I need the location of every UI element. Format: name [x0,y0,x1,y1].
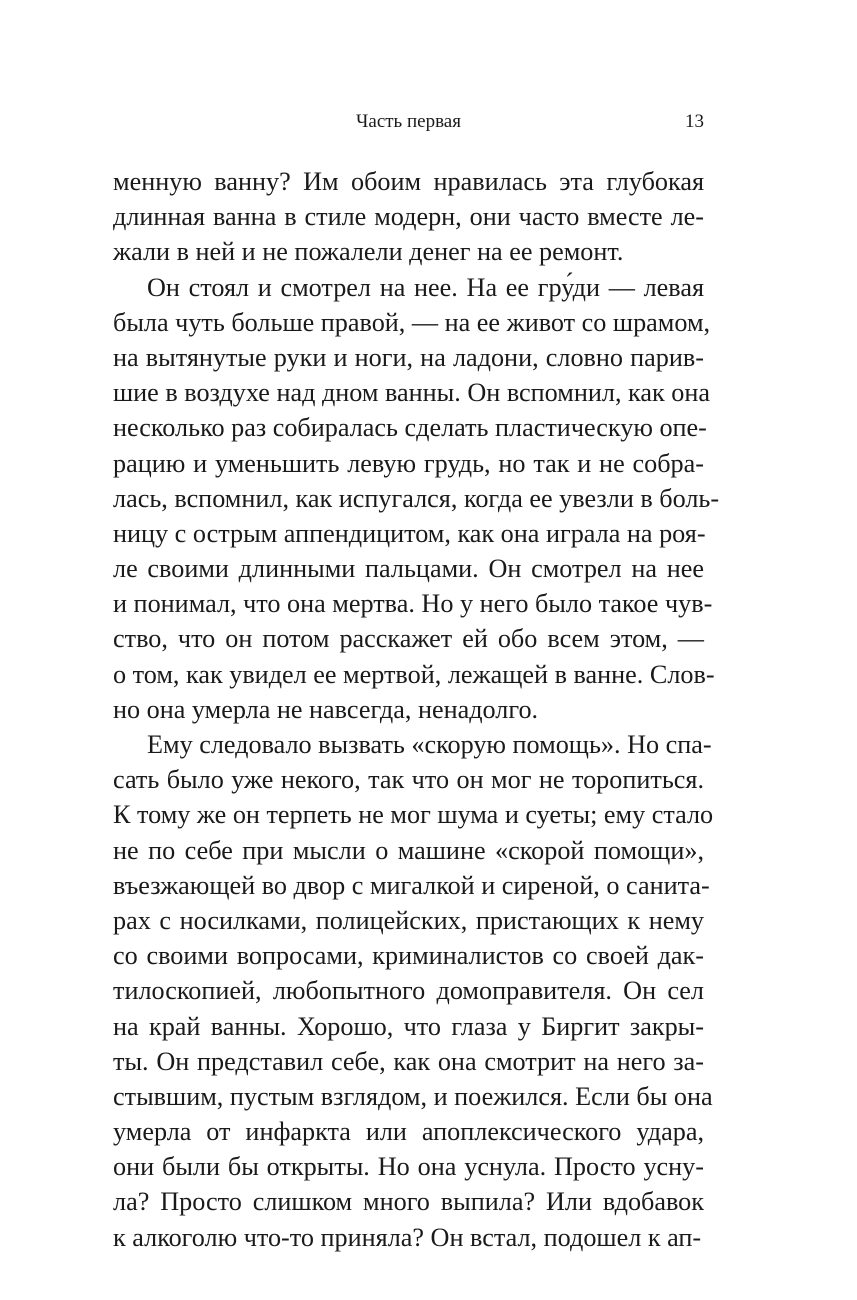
text-line: жали в ней и не пожалели денег на ее ремонт. [113,237,624,267]
text-line: со своими вопросами, криминалистов со своей дак- [113,941,704,971]
text-line: стывшим, пустым взглядом, и поежился. Если бы она [113,1081,713,1111]
text-line: была чуть больше правой, — на ее живот со шрамом, [113,307,711,337]
text-line: Он стоял и смотрел на нее. На ее гру́ди — левая [147,272,704,302]
text-line: шие в воздухе над дном ванны. Он вспомнил, как она [113,378,710,408]
text-line: длинная ванна в стиле модерн, они часто вместе ле- [113,202,704,232]
text-line: лась, вспомнил, как испугался, когда ее увезли в боль- [113,483,720,513]
paragraph [113,270,720,727]
text-line: тилоскопией, любопытного домоправителя. Он сел [113,976,704,1006]
text-line: К тому же он терпеть не мог шума и суеты; ему стало [113,800,714,830]
text-line: рацию и уменьшить левую грудь, но так и не собра- [113,448,704,478]
text-line: на вытянутые руки и ноги, на ладони, словно парив- [113,342,704,372]
text-line: ты. Он представил себе, как она смотрит на него за- [113,1046,704,1076]
body-text [113,164,720,1255]
text-line: ле своими длинными пальцами. Он смотрел на нее [113,554,704,584]
book-page [113,0,720,1300]
text-line: несколько раз собиралась сделать пластическую опе- [113,413,707,443]
running-head-title: Часть первая [356,111,461,132]
page-number: 13 [685,111,704,132]
text-line: сать было уже некого, так что он мог не торопиться. [113,765,704,795]
text-line: и понимал, что она мертва. Но у него было такое чув- [113,589,713,619]
text-line: к алкоголю что-то приняла? Он встал, подошел к ап- [113,1222,702,1252]
running-head [113,108,704,136]
text-line: Ему следовало вызвать «скорую помощь». Но спа- [147,730,712,759]
text-line: менную ванну? Им обоим нравилась эта глубокая [113,167,704,196]
text-line: умерла от инфаркта или апоплексического удара, [113,1117,704,1147]
paragraph [113,727,714,1255]
text-line: но она умерла не навсегда, ненадолго. [113,694,539,724]
paragraph [113,164,704,270]
text-line: о том, как увидел ее мертвой, лежащей в ванне. Слов- [113,659,715,689]
text-line: рах с носилками, полицейских, пристающих к нему [113,905,704,935]
text-line: не по себе при мысли о машине «скорой помощи», [113,835,704,865]
text-line: ницу с острым аппендицитом, как она играла на роя- [113,518,706,548]
text-line: ла? Просто слишком много выпила? Или вдобавок [113,1187,704,1217]
text-line: они были бы открыты. Но она уснула. Просто усну- [113,1152,704,1182]
text-line: въезжающей во двор с мигалкой и сиреной, о санита- [113,870,710,900]
text-line: на край ванны. Хорошо, что глаза у Биргит закры- [113,1011,704,1041]
text-line: ство, что он потом расскажет ей обо всем этом, — [113,624,704,654]
